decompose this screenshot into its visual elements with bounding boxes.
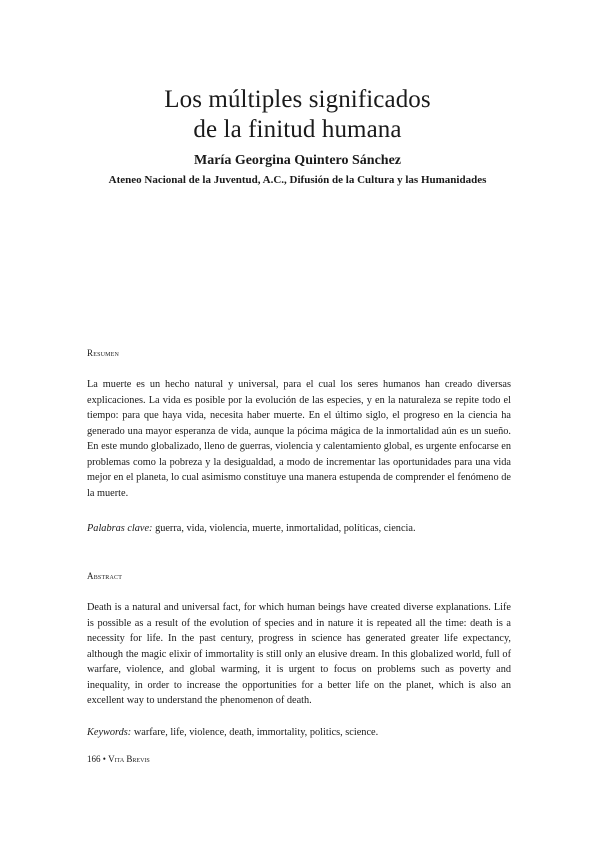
abstract-keywords — [87, 725, 511, 741]
page-footer — [87, 753, 150, 765]
abstract-keywords-list: warfare, life, violence, death, immortality, politics, science. — [133, 727, 379, 738]
author-name: María Georgina Quintero Sánchez — [194, 153, 401, 168]
journal-name: Vita Brevis — [108, 754, 150, 764]
abstract-keywords-label: Keywords: — [87, 727, 132, 738]
title-line-1: Los múltiples significados — [164, 86, 431, 113]
author-affiliation: Ateneo Nacional de la Juventud, A.C., Difusión de la Cultura y las Humanidades — [108, 174, 487, 186]
resumen-keywords-label: Palabras clave: — [87, 523, 153, 534]
resumen-keywords — [87, 521, 511, 537]
abstract-heading: Abstract — [87, 571, 123, 581]
footer-separator: • — [102, 754, 106, 764]
article-title — [0, 85, 595, 145]
page-number: 166 — [87, 754, 101, 764]
abstract-body: Death is a natural and universal fact, for which human beings have created diverse explanations. Life is possible as a result of the evolution of species and in nature it is repeated all the time: death is a necessity for life. In the past century, progress in science has generated greater life expectancy, although the magic elixir of immortality is still only an elusive dream. In this globalized world, full of warfare, violence, and global warming, it is urgent to focus on problems such as poverty and inequality, in order to increase the opportunities for a better life on the planet, which is also an excellent way to understand the phenomenon of death. — [87, 602, 511, 706]
title-line-2: de la finitud humana — [193, 116, 402, 143]
resumen-body: La muerte es un hecho natural y universal, para el cual los seres humanos han creado diversas explicaciones. La vida es posible por la evolución de las especies, y en la naturaleza se repite todo el tiempo: para que haya vida, necesita haber muerte. En el último siglo, el progreso en la ciencia ha generado una mayor esperanza de vida, aunque la pócima mágica de la inmortalidad aún es un sueño. En este mundo globalizado, lleno de guerras, violencia y calentamiento global, es urgente enfocarse en problemas como la pobreza y la desigualdad, a modo de incrementar las oportunidades para una vida mejor en el planeta, lo cual asimismo constituye una manera estupenda de comprender el fenómeno de la muerte. — [87, 379, 511, 499]
resumen-keywords-list: guerra, vida, violencia, muerte, inmortalidad, políticas, ciencia. — [155, 523, 416, 534]
resumen-heading: Resumen — [87, 348, 120, 358]
